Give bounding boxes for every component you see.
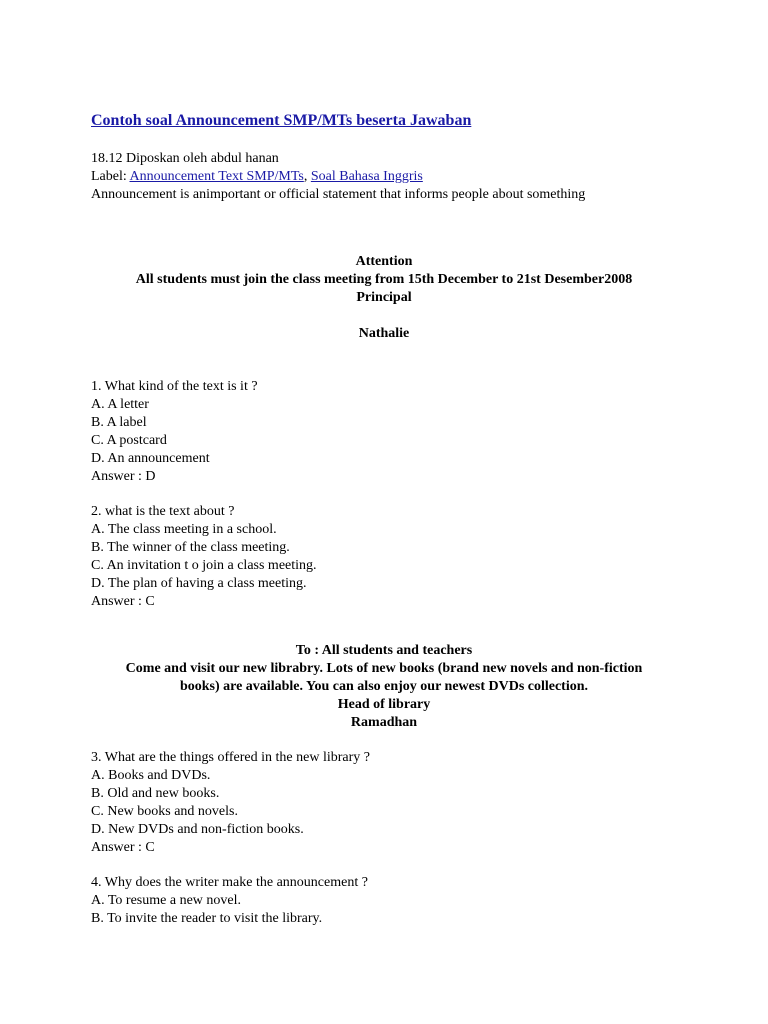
announcement-1	[0, 253, 768, 343]
announcement-1-heading: Attention	[355, 254, 413, 269]
question-4	[91, 874, 731, 928]
question-1	[91, 378, 731, 486]
label-prefix: Label:	[91, 169, 127, 184]
question-text: 3. What are the things offered in the new library ?	[91, 750, 370, 765]
label-line	[91, 168, 731, 186]
announcement-2	[0, 642, 768, 732]
option-c: C. A postcard	[91, 433, 167, 448]
question-3	[91, 749, 731, 857]
label-link-soal-bahasa-inggris[interactable]: Soal Bahasa Inggris	[310, 169, 423, 184]
option-a: A. A letter	[91, 397, 149, 412]
question-text: 1. What kind of the text is it ?	[91, 379, 258, 394]
announcement-1-signer: Nathalie	[358, 326, 410, 341]
post-meta	[91, 150, 731, 204]
label-separator: ,	[303, 169, 308, 184]
option-b: B. A label	[91, 415, 147, 430]
option-d: D. The plan of having a class meeting.	[91, 576, 307, 591]
option-a: A. To resume a new novel.	[91, 893, 242, 908]
label-link-announcement-text[interactable]: Announcement Text SMP/MTs	[129, 169, 304, 184]
option-a: A. The class meeting in a school.	[91, 522, 277, 537]
announcement-definition: Announcement is animportant or official statement that informs people about something	[91, 187, 586, 202]
answer: Answer : D	[91, 469, 156, 484]
option-b: B. To invite the reader to visit the library.	[91, 911, 323, 926]
announcement-2-signer: Ramadhan	[350, 715, 418, 730]
announcement-2-role: Head of library	[337, 697, 431, 712]
answer: Answer : C	[91, 840, 155, 855]
option-d: D. New DVDs and non-fiction books.	[91, 822, 304, 837]
answer: Answer : C	[91, 594, 155, 609]
question-2	[91, 503, 731, 611]
post-title-link[interactable]: Contoh soal Announcement SMP/MTs beserta Jawaban	[91, 112, 472, 129]
announcement-2-to: To : All students and teachers	[295, 643, 473, 658]
announcement-2-body-line-1: Come and visit our new librabry. Lots of new books (brand new novels and non-fiction	[125, 661, 643, 676]
announcement-1-body: All students must join the class meeting from 15th December to 21st Desember2008	[135, 272, 633, 287]
option-b: B. Old and new books.	[91, 786, 220, 801]
option-c: C. An invitation t o join a class meeting.	[91, 558, 317, 573]
posted-by: 18.12 Diposkan oleh abdul hanan	[91, 151, 279, 166]
option-a: A. Books and DVDs.	[91, 768, 211, 783]
question-text: 2. what is the text about ?	[91, 504, 235, 519]
option-d: D. An announcement	[91, 451, 210, 466]
announcement-2-body-line-2: books) are available. You can also enjoy our newest DVDs collection.	[179, 679, 589, 694]
option-b: B. The winner of the class meeting.	[91, 540, 290, 555]
announcement-1-role: Principal	[356, 290, 412, 305]
option-c: C. New books and novels.	[91, 804, 238, 819]
question-text: 4. Why does the writer make the announcement ?	[91, 875, 368, 890]
